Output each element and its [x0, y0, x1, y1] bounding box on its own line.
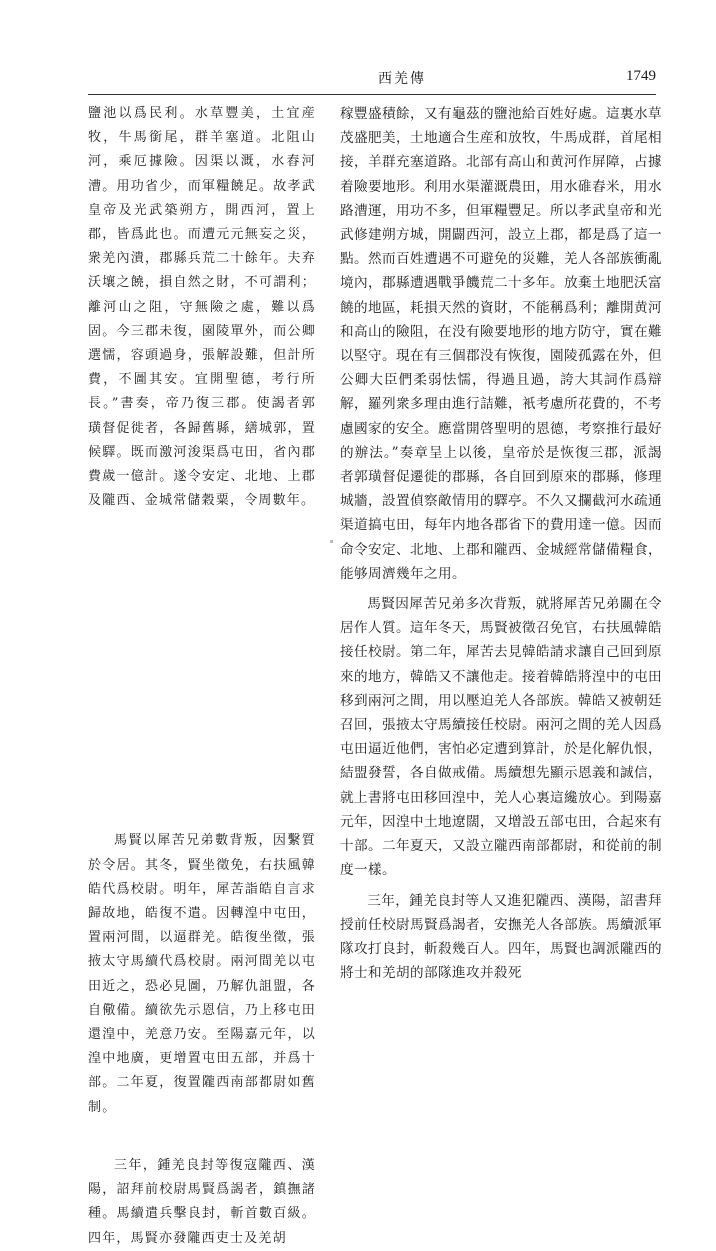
translation-paragraph-1: 稼豐盛積餘，又有龜茲的鹽池給百姓好處。這裏水草茂盛肥美，土地適合生産和放牧，牛馬成群，首尾相接，羊群充塞道路。北部有高山和黄河作屏障，占據着險要地形。利用水渠灌溉農田，用水碓舂米，用水路漕運，用功不多，但軍糧豐足。所以孝武皇帝和光武修建朔方城，開闢西河，設立上郡，都是爲了這一點。然而百姓遭遇不可避免的災難，羌人各部族衝亂境內，郡縣遭遇戰爭饑荒二十多年。放棄土地肥沃富饒的地區，耗損天然的資財，不能稱爲利；離開黄河和高山的險阻，在没有險要地形的地方防守，實在難以堅守。現在有三個郡没有恢復，園陵孤露在外，但公卿大臣們柔弱怯懦，得過且過，誇大其詞作爲辯解，羅列衆多理由進行詰難，衹考慮所花費的，不考慮國家的安全。應當開啓聖明的恩德，考察推行最好的辦法。”奏章呈上以後，皇帝於是恢復三郡，派謁者郭璜督促遷徙的郡縣，各自回到原來的郡縣，修理城牆，設置偵察敵情用的驛亭。不久又攔截河水疏通渠道搞屯田，每年内地各郡省下的費用達一億。因而命令安定、北地、上郡和隴西、金城經常儲備糧食，能够周濟幾年之用。: [340, 106, 662, 582]
translation-paragraph-3: 三年，鍾羌良封等人又進犯隴西、漢陽，詔書拜授前任校尉馬賢爲謁者，安撫羌人各部族。馬續派軍隊攻打良封，斬殺幾百人。四年，馬賢也調派隴西的將士和羌胡的部隊進攻并殺死: [340, 892, 662, 982]
page-number: 1749: [626, 68, 656, 84]
classical-paragraph-2: 馬賢以犀苦兄弟數背叛，因繫質於令居。其冬，賢坐徵免，右扶風韓皓代爲校尉。明年，犀苦詣皓自言求歸故地，皓復不遣。因轉湟中屯田，置兩河間，以逼群羌。皓復坐徵，張掖太守馬續代爲校尉。兩河間羌以屯田近之，恐必見圖，乃解仇詛盟，各自儆備。續欲先示恩信，乃上移屯田還湟中，羌意乃安。至陽嘉元年，以湟中地廣，更增置屯田五部，并爲十部。二年夏，復置隴西南部都尉如舊制。: [88, 833, 316, 1115]
classical-paragraph-1: 鹽池以爲民利。水草豐美，土宜産牧，牛馬銜尾，群羊塞道。北阻山河，乘厄據險。因渠以溉，水舂河漕。用功省少，而軍糧饒足。故孝武皇帝及光武築朔方，開西河，置上郡，皆爲此也。而遭元元無妄之災，衆羌內潰，郡縣兵荒二十餘年。夫弃沃壤之饒，損自然之財，不可謂利；離河山之阻，守無險之處，難以爲固。今三郡未復，園陵單外，而公卿選懦，容頭過身，張解設難，但計所費，不圖其安。宜開聖德，考行所長。”書奏，帝乃復三郡。使謁者郭璜督促徙者，各歸舊縣，繕城郭，置候驛。既而激河浚渠爲屯田，省內郡費歲一億計。遂令安定、北地、上郡及隴西、金城常儲穀粟，令周數年。: [88, 106, 316, 509]
classical-paragraph-3: 三年，鍾羌良封等復寇隴西、漢陽，詔拜前校尉馬賢爲謁者，鎮撫諸種。馬續遣兵擊良封，斬首數百級。四年，馬賢亦發隴西吏士及羌胡: [88, 1157, 316, 1246]
classical-text-column: [88, 102, 316, 1251]
running-header: [88, 68, 656, 90]
chapter-title: 西羌傳: [378, 71, 426, 87]
header-rule: [88, 94, 656, 95]
translation-column: [340, 102, 662, 985]
translation-paragraph-2: 馬賢因犀苦兄弟多次背叛，就將犀苦兄弟關在令居作人質。這年冬天，馬賢被徵召免官，右扶風韓皓接任校尉。第二年，犀苦去見韓皓請求讓自己回到原來的地方，韓皓又不讓他走。接着韓皓將湟中的屯田移到兩河之間，用以壓迫羌人各部族。韓皓又被朝廷召回，張掖太守馬續接任校尉。兩河之間的羌人因爲屯田逼近他們，害怕必定遭到算計，於是化解仇恨，結盟發誓，各自做戒備。馬續想先顯示恩義和誠信，就上書將屯田移回湟中，羌人心裏這纔放心。到陽嘉元年，因湟中土地遼闊，又增設五部屯田，合起來有十部。二年夏天，又設立隴西南部都尉，和從前的制度一樣。: [340, 596, 662, 879]
margin-mark: [330, 540, 333, 543]
